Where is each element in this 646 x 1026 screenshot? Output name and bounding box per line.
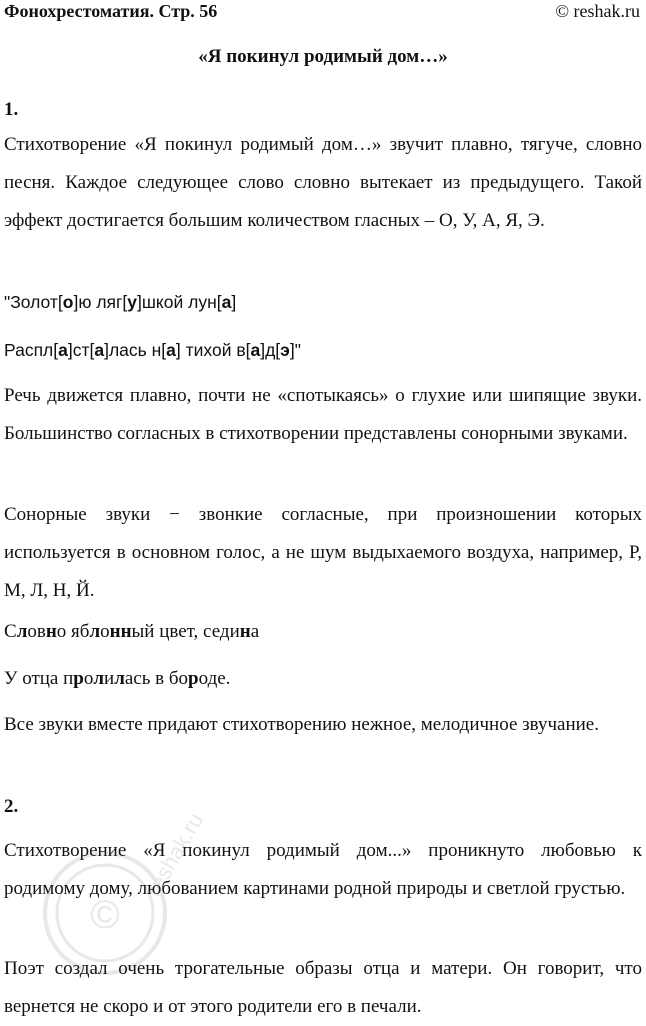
svg-text:©: © <box>90 893 120 937</box>
section-1-paragraph-4: Все звуки вместе придают стихотворению нежное, мелодичное звучание. <box>4 714 599 735</box>
verse-line-3: Словно яблонный цвет, седина <box>4 621 260 642</box>
header-site: © reshak.ru <box>555 1 640 21</box>
verse-line-2: Распл[а]ст[а]лась н[а] тихой в[а]д[э]" <box>4 340 301 360</box>
page-header <box>4 0 640 24</box>
verse-line-1: "Золот[о]ю ляг[у]шкой лун[а] <box>4 292 237 312</box>
poem-title: «Я покинул родимый дом…» <box>198 46 448 67</box>
verse-line-4: У отца пролилась в бороде. <box>4 668 231 689</box>
section-1-number: 1. <box>4 99 19 120</box>
header-source: Фонохрестоматия. Стр. 56 <box>4 1 218 21</box>
section-1-paragraph-3: Сонорные звуки − звонкие согласные, при произношении которых используется в основном голос, а не шум выдыхаемого воздуха, например, Р, М, Л, Н, Й. <box>4 504 642 601</box>
section-1-paragraph-2: Речь движется плавно, почти не «спотыкаясь» о глухие или шипящие звуки. Большинство согласных в стихотворении представлены сонорными звуками. <box>4 385 642 444</box>
section-2-paragraph-1: Стихотворение «Я покинул родимый дом...» проникнуто любовью к родимому дому, любованием картинами родной природы и светлой грустью. <box>4 840 642 899</box>
svg-text:reshak.ru: reshak.ru <box>140 808 209 901</box>
section-1-paragraph-1: Стихотворение «Я покинул родимый дом…» звучит плавно, тягуче, словно песня. Каждое следующее слово словно вытекает из предыдущего. Такой эффект достигается большим количеством гласных – О, У, А, Я, Э. <box>4 134 642 231</box>
section-2-number: 2. <box>4 796 19 817</box>
section-2-paragraph-2: Поэт создал очень трогательные образы отца и матери. Он говорит, что вернется не скоро и от этого родители его в печали. <box>4 958 642 1017</box>
